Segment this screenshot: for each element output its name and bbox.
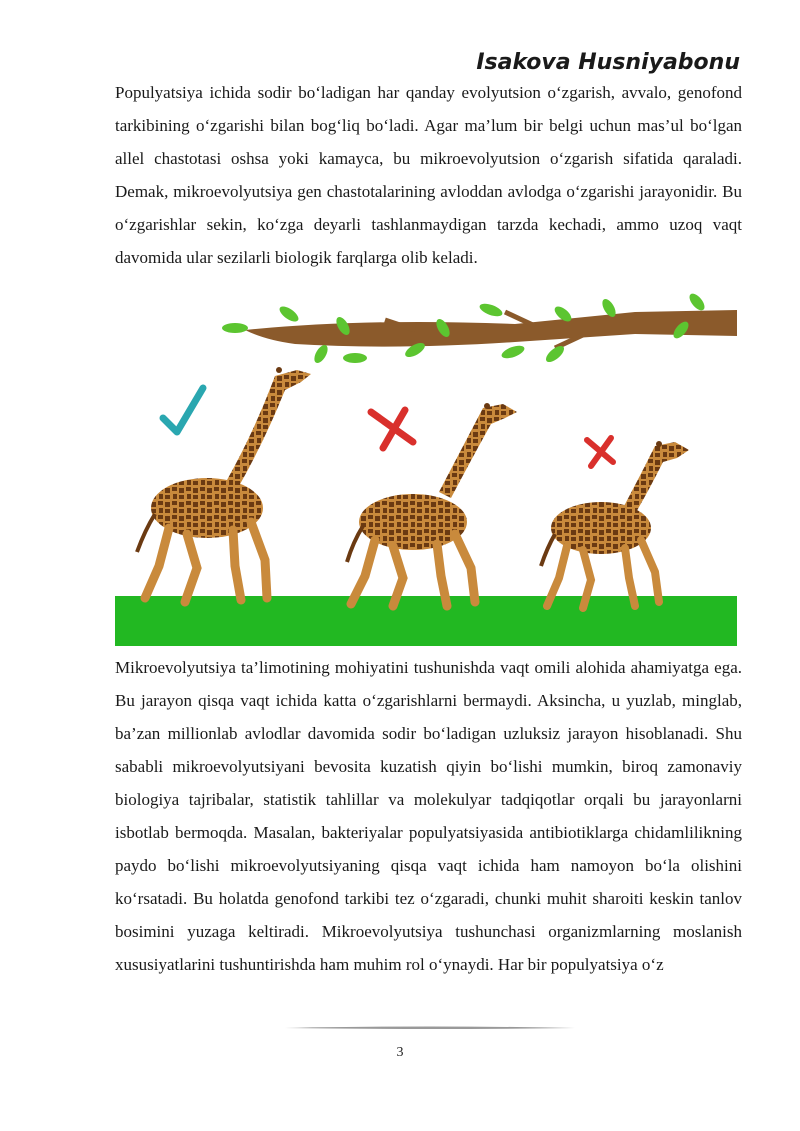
cross-icon (587, 438, 613, 466)
paragraph-1: Populyatsiya ichida sodir bo‘ladigan har qanday evolyutsion o‘zgarish, avvalo, genofond tarkibining o‘zgarishi bilan bog‘liq bo‘ladi. Agar ma’lum bir belgi uchun mas’ul bo‘lgan allel chastotasi oshsa yoki kamaycа, bu mikroevolyutsion o‘zgarish sifatida qaraladi. Demak, mikroevolyutsiya gen chastotalarining avloddan avlodga o‘zgarishi jarayonidir. Bu o‘zgarishlar sekin, ko‘zga deyarli tashlanmaydigan tarzda kechadi, ammo uzoq vaqt davomida ular sezilarli biologik farqlarga olib keladi. (115, 83, 742, 267)
tree-branch (245, 310, 737, 348)
giraffe-illustration (115, 290, 737, 646)
paragraph-2: Mikroevolyutsiya ta’limotining mohiyatini tushunishda vaqt omili alohida ahamiyatga ega. Bu jarayon qisqa vaqt ichida katta o‘zgarishlarni bermaydi. Aksincha, u yuzlab, minglab, ba’zan millionlab avlodlar davomida sodir bo‘ladigan uzluksiz jarayon hisoblanadi. Shu sababli mikroevolyutsiyani bevosita kuzatish qiyin bo‘lishi mumkin, biroq zamonaviy biologiya tajribalar, statistik tahlillar va molekulyar tadqiqotlar orqali bu jarayonlarni isbotlab bermoqda. Masalan, bakteriyalar populyatsiyasida antibiotiklarga chidamlilikning paydo bo‘lishi mikroevolyutsiyaning qisqa vaqt ichida ham namoyon bo‘la olishini ko‘rsatadi. Bu holatda genofond tarkibi tez o‘zgaradi, chunki muhit sharoiti keskin tanlov bosimini yuzaga keltiradi. Mikroevolyutsiya tushunchasi organizmlarning moslanish xususiyatlarini tushuntirishda ham muhim rol o‘ynaydi. Har bir populyatsiya o‘z (115, 658, 742, 974)
cross-icon (371, 410, 413, 448)
giraffe-tall (137, 367, 311, 602)
giraffe-medium (347, 403, 517, 606)
check-icon (163, 388, 203, 432)
author-header: Isakova Husniyabonu (476, 50, 740, 75)
giraffe-short (541, 441, 689, 608)
grass-ground (115, 596, 737, 646)
page-number: 3 (396, 1045, 404, 1060)
footer-divider (285, 1026, 575, 1030)
